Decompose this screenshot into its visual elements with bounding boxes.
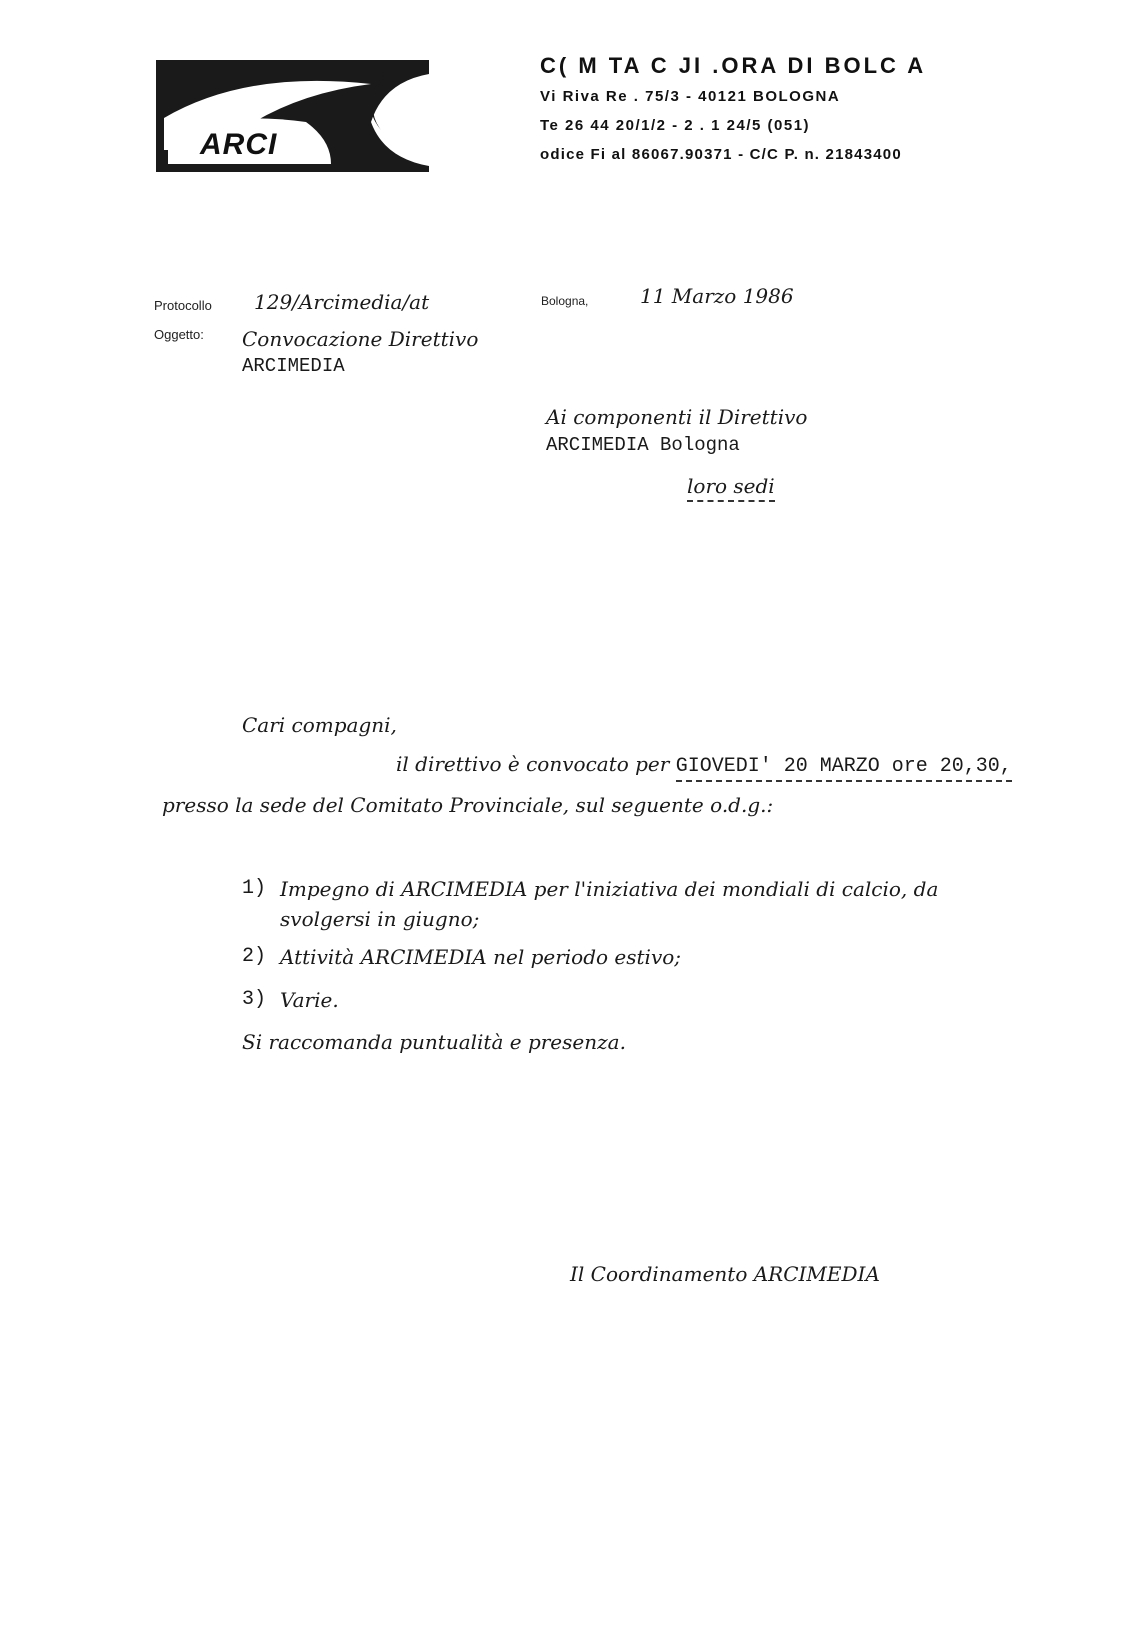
agenda-item-1-num: 1) <box>242 877 267 900</box>
closing-line: Si raccomanda puntualità e presenza. <box>242 1030 626 1054</box>
oggetto-line-2: ARCIMEDIA <box>242 355 345 377</box>
agenda-item-3-text: Varie. <box>280 988 339 1012</box>
salutation: Cari compagni, <box>242 713 397 737</box>
agenda-item-2-text: Attività ARCIMEDIA nel periodo estivo; <box>280 945 682 969</box>
org-address: Vi Riva Re . 75/3 - 40121 BOLOGNA <box>540 88 841 105</box>
oggetto-label: Oggetto: <box>154 327 204 342</box>
signature: Il Coordinamento ARCIMEDIA <box>570 1262 880 1286</box>
org-fiscal-code: odice Fi al 86067.90371 - C/C P. n. 21843400 <box>540 146 902 163</box>
protocollo-label: Protocollo <box>154 298 212 313</box>
arci-swoosh-icon <box>156 60 429 172</box>
meeting-datetime: GIOVEDI' 20 MARZO ore 20,30, <box>676 755 1012 782</box>
place-label: Bologna, <box>541 294 589 308</box>
protocollo-value: 129/Arcimedia/at <box>254 290 430 314</box>
agenda-item-1-text: Impegno di ARCIMEDIA per l'iniziativa dei mondiali di calcio, da <box>280 877 939 901</box>
body-line-2: presso la sede del Comitato Provinciale, sul seguente o.d.g.: <box>162 793 774 817</box>
logo-text: ARCI <box>200 128 278 161</box>
body-line-1 <box>396 752 1012 778</box>
recipient-line-1: Ai componenti il Direttivo <box>546 405 808 429</box>
org-phone: Te 26 44 20/1/2 - 2 . 1 24/5 (051) <box>540 117 811 134</box>
agenda-item-3-num: 3) <box>242 988 267 1011</box>
oggetto-line-1: Convocazione Direttivo <box>242 327 479 351</box>
arci-logo <box>156 60 429 172</box>
recipient-line-3: loro sedi <box>687 474 775 502</box>
letter-date: 11 Marzo 1986 <box>640 284 794 308</box>
body-line-1-pre: il direttivo è convocato per <box>396 752 676 776</box>
recipient-line-2: ARCIMEDIA Bologna <box>546 434 740 456</box>
agenda-item-2-num: 2) <box>242 945 267 968</box>
agenda-item-1-cont: svolgersi in giugno; <box>280 907 480 931</box>
org-name: C( M TA C JI .ORA DI BOLC A <box>540 53 927 78</box>
